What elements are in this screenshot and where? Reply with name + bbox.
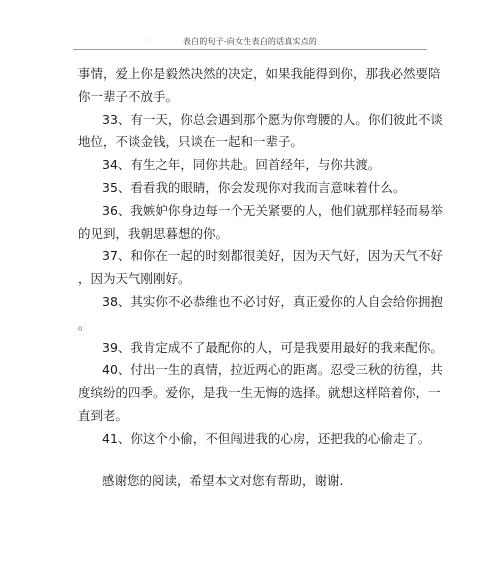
text-line: 35、看看我的眼睛，你会发现你对我而言意味着什么。 [102,179,406,195]
text-line: 33、有一天，你总会遇到那个愿为你弯腰的人。你们彼此不谈 [102,111,443,127]
text-line: 41、你这个小偷，不但闯进我的心房，还把我的心偷走了。 [102,430,431,446]
text-line: 你一辈子不放手。 [78,88,179,104]
page-header: 表白的句子-向女生表白的话真实点的 [182,37,318,46]
text-line: 。 [78,316,91,332]
text-line: 37、和你在一起的时刻都很美好，因为天气好，因为天气不好 [102,248,443,264]
text-line: 直到老。 [78,407,129,423]
header-mark: · [146,36,149,45]
text-line: ，因为天气刚刚好。 [78,271,191,287]
closing-text: 感谢您的阅读，希望本文对您有帮助，谢谢. [102,473,344,488]
text-line: 38、其实你不必恭维也不必讨好，真正爱你的人自会给你拥抱 [102,293,443,309]
header-divider [73,49,427,50]
text-line: 的见到，我朝思暮想的你。 [78,225,229,241]
document-body [78,63,443,451]
text-line: 36、我嫉妒你身边每一个无关紧要的人，他们就那样轻而易举 [102,202,443,218]
text-line: 34、有生之年，同你共赴。回首经年，与你共渡。 [102,157,381,173]
text-line: 度缤纷的四季。爱你，是我一生无悔的选择。就想这样陪着你，一 [78,385,441,401]
text-line: 40、付出一生的真情，拉近两心的距离。忍受三秋的彷徨，共 [102,362,443,378]
text-line: 事情，爱上你是毅然决然的决定，如果我能得到你，那我必然要陪 [78,66,441,81]
text-line: 地位，不谈金钱，只谈在一起和一辈子。 [78,134,304,150]
text-line: 39、我肯定成不了最配你的人，可是我要用最好的我来配你。 [102,339,443,355]
